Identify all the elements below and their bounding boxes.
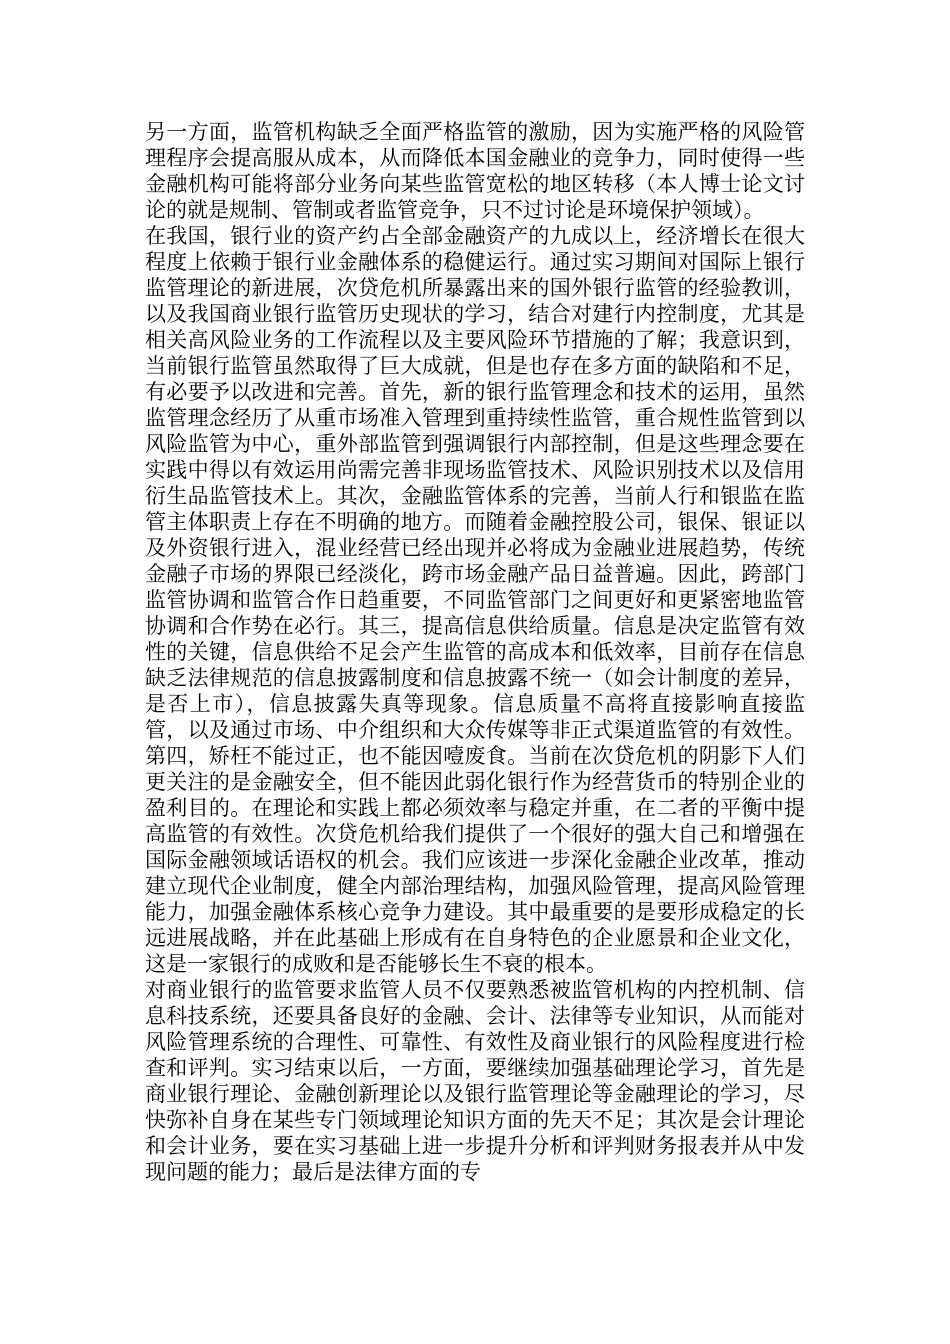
document-body bbox=[145, 119, 805, 1185]
paragraph-1: 另一方面，监管机构缺乏全面严格监管的激励，因为实施严格的风险管理程序会提高服从成本，从而降低本国金融业的竞争力，同时使得一些金融机构可能将部分业务向某些监管宽松的地区转移（本人博士论文讨论的就是规制、管制或者监管竞争，只不过讨论是环境保护领域）。 bbox=[145, 120, 805, 222]
paragraph-3: 对商业银行的监管要求监管人员不仅要熟悉被监管机构的内控机制、信息科技系统，还要具备良好的金融、会计、法律等专业知识，从而能对风险管理系统的合理性、可靠性、有效性及商业银行的风险程度进行检查和评判。实习结束以后，一方面，要继续加强基础理论学习，首先是商业银行理论、金融创新理论以及银行监管理论等金融理论的学习，尽快弥补自身在某些专门领域理论知识方面的先天不足；其次是会计理论和会计业务，要在实习基础上进一步提升分析和评判财务报表并从中发现问题的能力；最后是法律方面的专 bbox=[145, 978, 805, 1184]
paragraph-2: 在我国，银行业的资产约占全部金融资产的九成以上，经济增长在很大程度上依赖于银行业金融体系的稳健运行。通过实习期间对国际上银行监管理论的新进展，次贷危机所暴露出来的国外银行监管的经验教训，以及我国商业银行监管历史现状的学习，结合对建行内控制度，尤其是相关高风险业务的工作流程以及主要风险环节措施的了解；我意识到，当前银行监管虽然取得了巨大成就，但是也存在多方面的缺陷和不足，有必要予以改进和完善。首先，新的银行监管理念和技术的运用，虽然监管理念经历了从重市场准入管理到重持续性监管，重合规性监管到以风险监管为中心，重外部监管到强调银行内部控制，但是这些理念要在实践中得以有效运用尚需完善非现场监管技术、风险识别技术以及信用衍生品监管技术上。其次，金融监管体系的完善，当前人行和银监在监管主体职责上存在不明确的地方。而随着金融控股公司，银保、银证以及外资银行进入，混业经营已经出现并必将成为金融业进展趋势，传统金融子市场的界限已经淡化，跨市场金融产品日益普遍。因此，跨部门监管协调和监管合作日趋重要，不同监管部门之间更好和更紧密地监管协调和合作势在必行。其三，提高信息供给质量。信息是决定监管有效性的关键，信息供给不足会产生监管的高成本和低效率，目前存在信息缺乏法律规范的信息披露制度和信息披露不统一（如会计制度的差异，是否上市），信息披露失真等现象。信息质量不高将直接影响直接监管，以及通过市场、中介组织和大众传媒等非正式渠道监管的有效性。第四，矫枉不能过正，也不能因噎废食。当前在次贷危机的阴影下人们更关注的是金融安全，但不能因此弱化银行作为经营货币的特别企业的盈利目的。在理论和实践上都必须效率与稳定并重，在二者的平衡中提高监管的有效性。次贷危机给我们提供了一个很好的强大自己和增强在国际金融领域话语权的机会。我们应该进一步深化金融企业改革，推动建立现代企业制度，健全内部治理结构，加强风险管理，提高风险管理能力，加强金融体系核心竞争力建设。其中最重要的是要形成稳定的长远进展战略，并在此基础上形成有在自身特色的企业愿景和企业文化，这是一家银行的成败和是否能够长生不衰的根本。 bbox=[145, 224, 805, 976]
